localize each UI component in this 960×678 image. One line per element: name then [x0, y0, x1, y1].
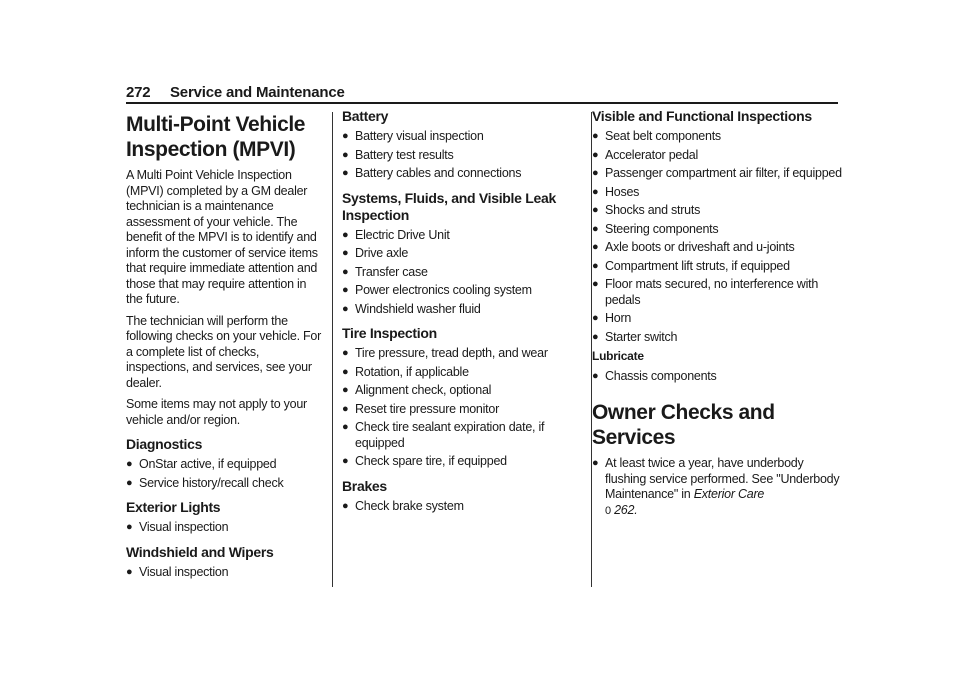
list-item: ● Starter switch [592, 329, 678, 344]
page-number: 272 [126, 84, 151, 101]
list-item: ● Check spare tire, if equipped [342, 454, 507, 468]
list-item: ● Electric Drive Unit [342, 227, 450, 242]
bullet-icon: ● [592, 130, 599, 142]
exterior-care-ref[interactable]: Exterior Care [693, 487, 765, 501]
bullet-icon: ● [126, 521, 133, 533]
list-item: ● Transfer case [342, 264, 428, 279]
column-3 [592, 108, 842, 522]
list-item: ● Battery visual inspection [342, 129, 484, 143]
bullet-icon: ● [342, 384, 349, 396]
list-item: ● Seat belt components [592, 129, 721, 143]
bullet-icon: ● [126, 565, 133, 578]
page-reference-link[interactable]: 262 [614, 502, 635, 517]
list-item: ● Power electronics cooling system [342, 283, 532, 297]
battery-heading: Battery [342, 108, 389, 124]
visible-inspections-heading: Visible and Functional Inspections [592, 108, 812, 124]
list-item: ● Horn [592, 311, 632, 325]
page-reference-icon: 0 [605, 504, 611, 517]
bullet-icon: ● [592, 369, 599, 382]
exterior-lights-list [126, 520, 324, 536]
windshield-heading: Windshield and Wipers [126, 543, 274, 560]
bullet-icon: ● [342, 228, 349, 241]
bullet-icon: ● [342, 265, 349, 278]
bullet-icon: ● [342, 499, 349, 512]
bullet-icon: ● [342, 302, 349, 315]
list-item: ● Check tire sealant expiration date, if equipped [342, 420, 545, 450]
list-item: ● Alignment check, optional [342, 383, 492, 397]
list-item: ● Battery test results [342, 147, 454, 162]
header-rule [126, 102, 838, 104]
bullet-icon: ● [342, 455, 349, 467]
tire-list [342, 346, 574, 470]
bullet-icon: ● [342, 130, 349, 142]
windshield-list [126, 565, 324, 581]
column-divider-1 [332, 112, 333, 587]
bullet-icon: ● [592, 148, 599, 161]
list-item: ● OnStar active, if equipped [126, 457, 277, 471]
bullet-icon: ● [592, 167, 599, 179]
list-item: ● Shocks and struts [592, 203, 701, 217]
list-item: ● Hoses [592, 184, 640, 199]
bullet-icon: ● [342, 284, 349, 296]
bullet-icon: ● [342, 402, 349, 415]
bullet-icon: ● [342, 347, 349, 359]
bullet-icon: ● [592, 222, 599, 235]
list-item: ● Tire pressure, tread depth, and wear [342, 346, 548, 360]
list-item: ● Drive axle [342, 246, 409, 260]
bullet-icon: ● [126, 476, 133, 489]
owner-checks-title: Owner Checks and Services [592, 401, 775, 449]
diagnostics-heading: Diagnostics [126, 436, 203, 452]
list-item: ● Windshield washer fluid [342, 301, 481, 316]
bullet-icon: ● [592, 278, 599, 290]
region-note: Some items may not apply to your vehicle and/or region. [126, 397, 307, 427]
brakes-heading: Brakes [342, 477, 387, 494]
bullet-icon: ● [342, 421, 349, 433]
lubricate-list [592, 369, 842, 385]
bullet-icon: ● [592, 185, 599, 198]
bullet-icon: ● [342, 365, 349, 378]
list-item: ● Visual inspection [126, 520, 229, 534]
list-item: ● Rotation, if applicable [342, 364, 469, 379]
list-item: ● Compartment lift struts, if equipped [592, 258, 790, 273]
bullet-icon: ● [592, 259, 599, 272]
bullet-icon: ● [342, 148, 349, 161]
owner-checks-list [592, 456, 842, 519]
brakes-list [342, 499, 574, 515]
mpvi-title: Multi-Point Vehicle Inspection (MPVI) [126, 113, 306, 161]
exterior-lights-heading: Exterior Lights [126, 499, 221, 515]
bullet-icon: ● [342, 247, 349, 259]
technician-paragraph: The technician will perform the following checks on your vehicle. For a complete list of checks, inspections, and services, see your dealer. [126, 313, 322, 390]
systems-heading: Systems, Fluids, and Visible Leak Inspection [342, 189, 556, 223]
column-2 [342, 108, 574, 517]
bullet-icon: ● [592, 330, 599, 343]
tire-heading: Tire Inspection [342, 325, 437, 341]
list-item: ● At least twice a year, have underbody flushing service performed. See "Underbody Maintenance" in Exterior Care 0 262. [592, 456, 840, 517]
bullet-icon: ● [592, 457, 599, 469]
list-item: ● Accelerator pedal [592, 147, 699, 162]
systems-list [342, 228, 574, 318]
list-item: ● Axle boots or driveshaft and u-joints [592, 240, 795, 254]
list-item: ● Passenger compartment air filter, if equipped [592, 166, 842, 180]
bullet-icon: ● [126, 458, 133, 470]
list-item: ● Reset tire pressure monitor [342, 401, 500, 416]
bullet-icon: ● [592, 241, 599, 253]
list-item: ● Floor mats secured, no interference with pedals [592, 277, 819, 307]
section-title: Service and Maintenance [170, 84, 345, 101]
battery-list [342, 129, 574, 182]
diagnostics-list [126, 457, 324, 491]
bullet-icon: ● [592, 204, 599, 216]
column-1 [126, 108, 324, 583]
list-item: ● Chassis components [592, 368, 717, 383]
list-item: ● Service history/recall check [126, 475, 284, 490]
list-item: ● Battery cables and connections [342, 166, 522, 180]
list-item: ● Steering components [592, 221, 719, 236]
lubricate-heading: Lubricate [592, 349, 644, 363]
visible-inspections-list [592, 129, 842, 345]
bullet-icon: ● [342, 167, 349, 179]
list-item: ● Visual inspection [126, 564, 229, 579]
mpvi-intro-paragraph: A Multi Point Vehicle Inspection (MPVI) completed by a GM dealer technician is a maintenance assessment of your vehicle. The benefit of the MPVI is to identify and inform the customer of service items that require immediate attention and those that may require attention in the future. [126, 168, 318, 306]
list-item: ● Check brake system [342, 498, 464, 513]
bullet-icon: ● [592, 312, 599, 324]
page-header [126, 84, 838, 104]
